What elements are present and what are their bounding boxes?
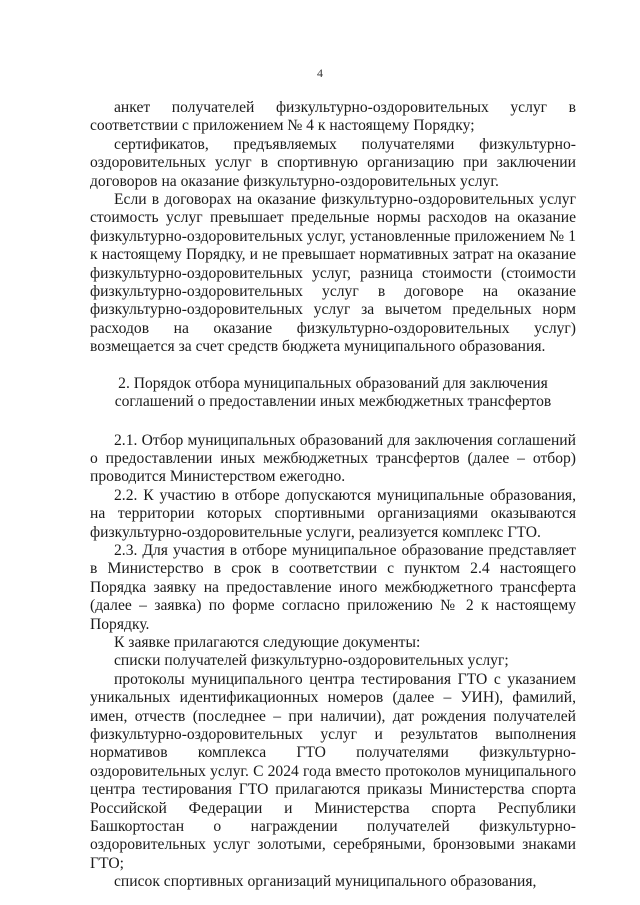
paragraph-recipient-lists: списки получателей физкультурно-оздоровительных услуг; xyxy=(114,652,509,670)
paragraph-2-1: 2.1. Отбор муниципальных образований для заключения соглашений о предоставлении иных межбюджетных трансфертов (далее – отбор) проводится Министерством ежегодно. xyxy=(90,431,576,486)
paragraph-cost-excess: Если в договорах на оказание физкультурно-оздоровительных услуг стоимость услуг превышает предельные нормы расходов на оказание физкультурно-оздоровительных услуг, установленные приложением № 1 к настоящему Порядку, и не превышает нормативных затрат на оказание физкультурно-оздоровительных услуг, разница стоимости (стоимости физкультурно-оздоровительных услуг в договоре на оказание физкультурно-оздоровительных услуг за вычетом предельных норм расходов на оказание физкультурно-оздоровительных услуг) возмещается за счет средств бюджета муниципального образования. xyxy=(90,191,576,356)
document-body xyxy=(90,99,576,892)
section-title xyxy=(90,375,576,412)
section-title-line-1: 2. Порядок отбора муниципальных образований для заключения xyxy=(118,374,548,392)
paragraph-certificates: сертификатов, предъявляемых получателями физкультурно-оздоровительных услуг в спортивную организацию при заключении договоров на оказание физкультурно-оздоровительных услуг. xyxy=(90,135,576,190)
page-number: 4 xyxy=(317,66,323,80)
paragraph-attachments-intro: К заявке прилагаются следующие документы: xyxy=(114,633,421,651)
paragraph-2-3: 2.3. Для участия в отборе муниципальное образование представляет в Министерство в срок в соответствии с пунктом 2.4 настоящего Порядка заявку на предоставление иного межбюджетного трансферта (далее – заявка) по форме согласно приложению № 2 к настоящему Порядку. xyxy=(90,541,576,633)
paragraph-sports-organizations: список спортивных организаций муниципального образования, xyxy=(114,873,537,891)
paragraph-2-2: 2.2. К участию в отборе допускаются муниципальные образования, на территории которых спортивными организациями оказываются физкультурно-оздоровительные услуги, реализуется комплекс ГТО. xyxy=(90,486,576,541)
paragraph-questionnaires: анкет получателей физкультурно-оздоровительных услуг в соответствии с приложением № 4 к настоящему Порядку; xyxy=(90,99,576,135)
paragraph-gto-protocols: протоколы муниципального центра тестирования ГТО с указанием уникальных идентификационных номеров (далее – УИН), фамилий, имен, отчеств (последнее – при наличии), дат рождения получателей физкультурно-оздоровительных услуг и результатов выполнения нормативов комплекса ГТО получателями физкультурно-оздоровительных услуг. С 2024 года вместо протоколов муниципального центра тестирования ГТО прилагаются приказы Министерства спорта Российской Федерации и Министерства спорта Республики Башкортостан о награждении получателей физкультурно-оздоровительных услуг золотыми, серебряными, бронзовыми знаками ГТО; xyxy=(90,670,576,872)
section-title-line-2: соглашений о предоставлении иных межбюджетных трансфертов xyxy=(114,393,552,411)
